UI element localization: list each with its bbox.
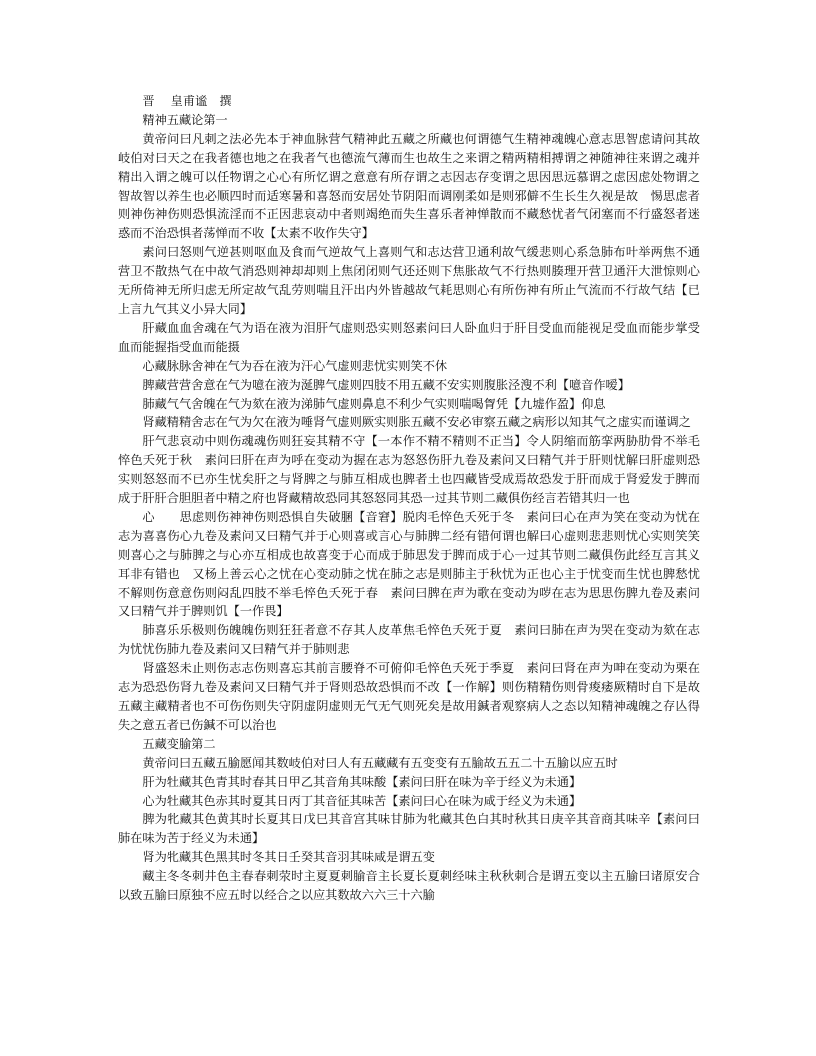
- paragraph: 心藏脉脉舍神在气为吞在液为汗心气虚则悲忧实则笑不休: [142, 358, 448, 373]
- paragraph: 肺喜乐乐极则伤魄魄伤则狂狂者意不存其人皮革焦毛悴色夭死于夏 素问曰肺在声为哭在变动为欬在志为忧忧伤肺九卷及素问又曰精气并于肺则悲: [118, 623, 700, 657]
- paragraph: 肾为牝藏其色黑其时冬其日壬癸其音羽其味咸是谓五变: [142, 850, 435, 865]
- paragraph: 心为牡藏其色赤其时夏其日丙丁其音征其味苦【素问曰心在味为咸于经义为未通】: [142, 793, 582, 808]
- paragraph: 素问曰怒则气逆甚则呕血及食而气逆故气上喜则气和志达营卫通利故气缓悲则心系急肺布叶举两焦不通营卫不散热气在中故气消恐则神却却则上焦闭闭则气还还则下焦胀故气不行热则腠理开营卫通汗大泄惊则心无所倚神无所归虑无所定故气乱劳则喘且汗出内外皆越故气耗思则心有所伤神有所止气流而不行故气结【已上言九气其义小异大同】: [118, 245, 700, 316]
- paragraph: 肾盛怒未止则伤志志伤则喜忘其前言腰脊不可俯仰毛悴色夭死于季夏 素问曰肾在声为呻在变动为栗在志为恐恐伤肾九卷及素问又曰精气并于肾则恐故恐惧而不改【一作解】则伤精精伤则骨痠痿厥精时自下是故五藏主藏精者也不可伤伤则失守阴虚阴虚则无气无气则死矣是故用鍼者观察病人之态以知精神魂魄之存亾得失之意五者已伤鍼不可以治也: [118, 661, 700, 732]
- paragraph: 心 思虑则伤神神伤则恐惧自失破䐃【音窘】脱肉毛悴色夭死于冬 素问曰心在声为笑在变动为忧在志为喜喜伤心九卷及素问又曰精气并于心则喜或言心与肺脾二经有错何谓也解曰心虚则悲悲则忧心实则笑笑则喜心之与肺脾之与心亦互相成也故喜变于心而成于肺思发于脾而成于心一过其节则二藏俱伤此经互言其义耳非有错也 又杨上善云心之忧在心变动肺之忧在肺之志是则肺主于秋忧为正也心主于忧变而生忧也脾愁忧不解则伤意意伤则闷乱四肢不举毛悴色夭死于春 素问曰脾在声为歌在变动为哕在志为思思伤脾九卷及素问又曰精气并于脾则饥【一作畏】: [118, 509, 700, 619]
- paragraph: 脾藏营营舍意在气为噫在液为涎脾气虚则四肢不用五藏不安实则腹胀泾溲不利【噫音作嗳】: [142, 377, 630, 392]
- paragraph: 藏主冬冬刺井色主春春刺荥时主夏夏刺腧音主长夏长夏刺经味主秋秋刺合是谓五变以主五腧曰诸原安合以致五腧曰原独不应五时以经合之以应其数故六六三十六腧: [118, 869, 700, 903]
- paragraph: 肝藏血血舍魂在气为语在液为泪肝气虚则恐实则怒素问曰人卧血归于肝目受血而能视足受血而能步掌受血而能握指受血而能摄: [118, 320, 700, 354]
- paragraph: 脾为牝藏其色黄其时长夏其日戊巳其音宫其味甘肺为牝藏其色白其时秋其日庚辛其音商其味辛【素问曰肺在味为苦于经义为未通】: [118, 812, 700, 846]
- paragraph: 黄帝问曰凡刺之法必先本于神血脉营气精神此五藏之所藏也何谓德气生精神魂魄心意志思智虑请问其故岐伯对曰天之在我者德也地之在我者气也德流气薄而生也故生之来谓之精两精相搏谓之神随神往来谓之魂并精出入谓之魄可以任物谓之心心有所忆谓之意意有所存谓之志因志存变谓之思因思远慕谓之虑因虑处物谓之智故智以养生也必顺四时而适寒暑和喜怒而安居处节阴阳而调刚柔如是则邪僻不生长生久视是故 惕思虑者则神伤神伤则恐惧流淫而不正因悲哀动中者则竭绝而失生喜乐者神惮散而不藏愁忧者气闭塞而不行盛怒者迷惑而不治恐惧者荡惮而不收【太素不收作失守】: [118, 131, 700, 241]
- chapter-heading: 五藏变腧第二: [142, 736, 216, 751]
- paragraph: 肾藏精精舍志在气为欠在液为唾肾气虚则厥实则胀五藏不安必审察五藏之病形以知其气之虚实而谨调之: [142, 415, 691, 430]
- paragraph: 黄帝问曰五藏五腧愿闻其数岐伯对曰人有五藏藏有五变变有五腧故五五二十五腧以应五时: [142, 755, 618, 770]
- paragraph: 肝为牡藏其色青其时春其日甲乙其音角其味酸【素问曰肝在味为辛于经义为未通】: [142, 774, 582, 789]
- paragraph: 肝气悲哀动中则伤魂魂伤则狂妄其精不守【一本作不精不精则不正当】令人阴缩而筋挛两胁肋骨不举毛悴色夭死于秋 素问曰肝在声为呼在变动为握在志为怒怒伤肝九卷及素问又曰精气并于肝则忧解曰肝虚则恐实则怒怒而不已亦生忧矣肝之与肾脾之与肺互相成也脾者土也四藏皆受成焉故恐发于肝而成于肾爱发于脾而成于肝肝合胆胆者中精之府也肾藏精故恐同其怒怒同其恐一过其节则二藏俱伤经言若错其归一也: [118, 434, 700, 506]
- author-line: 晋 皇甫谧 撰: [142, 94, 232, 108]
- chapter-heading: 精神五藏论第一: [142, 112, 228, 127]
- paragraph: 肺藏气气舍魄在气为欬在液为涕肺气虚则鼻息不利少气实则喘喝胷凭【九墟作盈】仰息: [142, 396, 606, 411]
- document-page: [118, 92, 700, 905]
